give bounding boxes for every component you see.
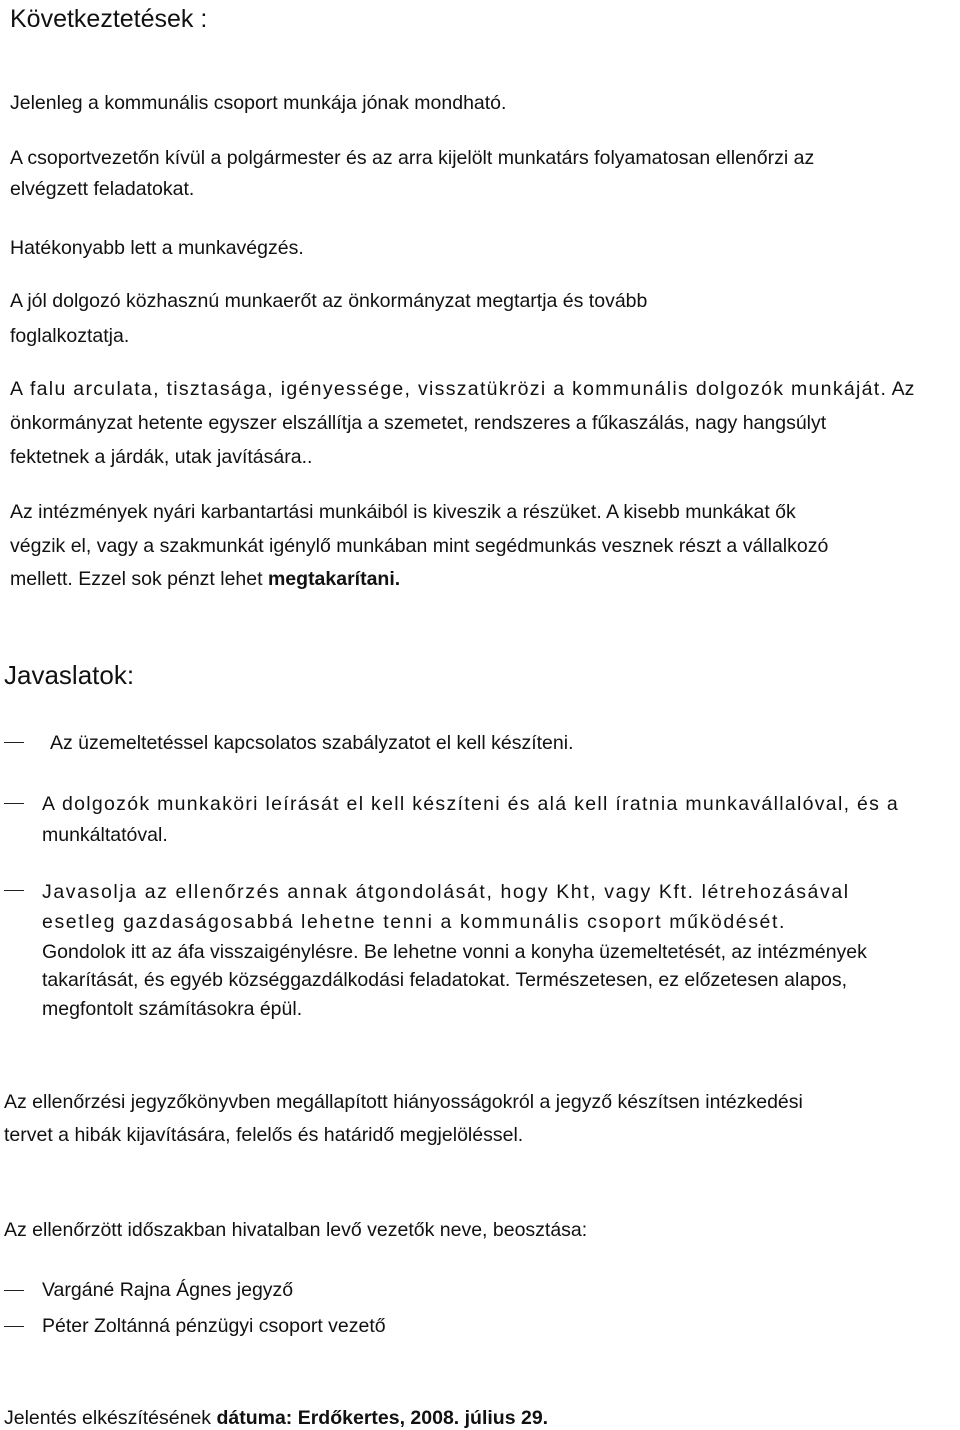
conclusion-paragraph-6-line-1: Az intézmények nyári karbantartási munkáiból is kiveszik a részüket. A kisebb munkákat ők	[10, 501, 796, 523]
conclusion-paragraph-5-line-2: önkormányzat hetente egyszer elszállítja a szemetet, rendszeres a fűkaszálás, nagy hangsúlyt	[10, 412, 827, 434]
conclusion-paragraph-4-line-1: A jól dolgozó közhasznú munkaerőt az önkormányzat megtartja és tovább	[10, 290, 648, 312]
leader-1-dash-bullet	[4, 1290, 24, 1291]
proposal-1-text: Az üzemeltetéssel kapcsolatos szabályzatot el kell készíteni.	[50, 732, 574, 754]
conclusion-paragraph-6-emphasis: megtakarítani.	[267, 568, 401, 590]
conclusion-paragraph-5-line-3: fektetnek a járdák, utak javítására..	[10, 446, 313, 468]
proposal-2-line-2: munkáltatóval.	[42, 824, 168, 846]
proposal-3-line-4: takarítását, és egyéb községgazdálkodási feladatokat. Természetesen, ez előzetesen alapos,	[42, 969, 848, 991]
proposal-1-dash-bullet	[4, 742, 24, 743]
leader-2-name: Péter Zoltánná pénzügyi csoport vezető	[42, 1315, 386, 1337]
proposal-3-line-5: megfontolt számításokra épül.	[42, 998, 303, 1020]
conclusion-paragraph-5-sentence-2-start: Az	[887, 378, 915, 400]
conclusion-paragraph-6-line-3	[10, 567, 400, 591]
leader-2-dash-bullet	[4, 1326, 24, 1327]
report-date-line	[4, 1406, 548, 1430]
proposal-3-line-2: esetleg gazdaságosabbá lehetne tenni a kommunális csoport működését.	[42, 911, 787, 933]
report-date-value: dátuma: Erdőkertes, 2008. július 29.	[216, 1407, 549, 1429]
conclusion-paragraph-3: Hatékonyabb lett a munkavégzés.	[10, 237, 304, 259]
proposal-3-dash-bullet	[4, 890, 24, 891]
leader-1-name: Vargáné Rajna Ágnes jegyző	[42, 1279, 294, 1301]
leaders-intro: Az ellenőrzött időszakban hivatalban levő vezetők neve, beosztása:	[4, 1219, 588, 1241]
conclusion-paragraph-5-sentence-1: A falu arculata, tisztasága, igényessége, visszatükrözi a kommunális dolgozók munkáját.	[10, 378, 888, 400]
conclusion-paragraph-5-line-1	[10, 377, 914, 401]
conclusion-paragraph-2-line-1: A csoportvezetőn kívül a polgármester és az arra kijelölt munkatárs folyamatosan ellenőrzi az	[10, 147, 815, 169]
report-date-prefix: Jelentés elkészítésének	[4, 1407, 217, 1429]
conclusions-heading: Következtetések :	[10, 5, 208, 33]
followup-line-1: Az ellenőrzési jegyzőkönyvben megállapított hiányosságokról a jegyző készítsen intézkedési	[4, 1091, 803, 1113]
proposal-3-line-1: Javasolja az ellenőrzés annak átgondolását, hogy Kht, vagy Kft. létrehozásával	[42, 881, 850, 903]
conclusion-paragraph-2-line-2: elvégzett feladatokat.	[10, 178, 195, 200]
followup-line-2: tervet a hibák kijavítására, felelős és határidő megjelöléssel.	[4, 1124, 524, 1146]
conclusion-paragraph-1: Jelenleg a kommunális csoport munkája jónak mondható.	[10, 92, 507, 114]
proposal-2-dash-bullet	[4, 803, 24, 804]
proposals-heading: Javaslatok:	[4, 660, 135, 690]
proposal-3-line-3: Gondolok itt az áfa visszaigénylésre. Be lehetne vonni a konyha üzemeltetését, az intézmények	[42, 941, 867, 963]
conclusion-paragraph-6-line-2: végzik el, vagy a szakmunkát igénylő munkában mint segédmunkás vesznek részt a vállalkozó	[10, 535, 829, 557]
proposal-2-line-1: A dolgozók munkaköri leírását el kell készíteni és alá kell íratnia munkavállalóval, és a	[42, 793, 900, 815]
conclusion-paragraph-6-text: mellett. Ezzel sok pénzt lehet	[10, 568, 268, 590]
conclusion-paragraph-4-line-2: foglalkoztatja.	[10, 325, 130, 347]
